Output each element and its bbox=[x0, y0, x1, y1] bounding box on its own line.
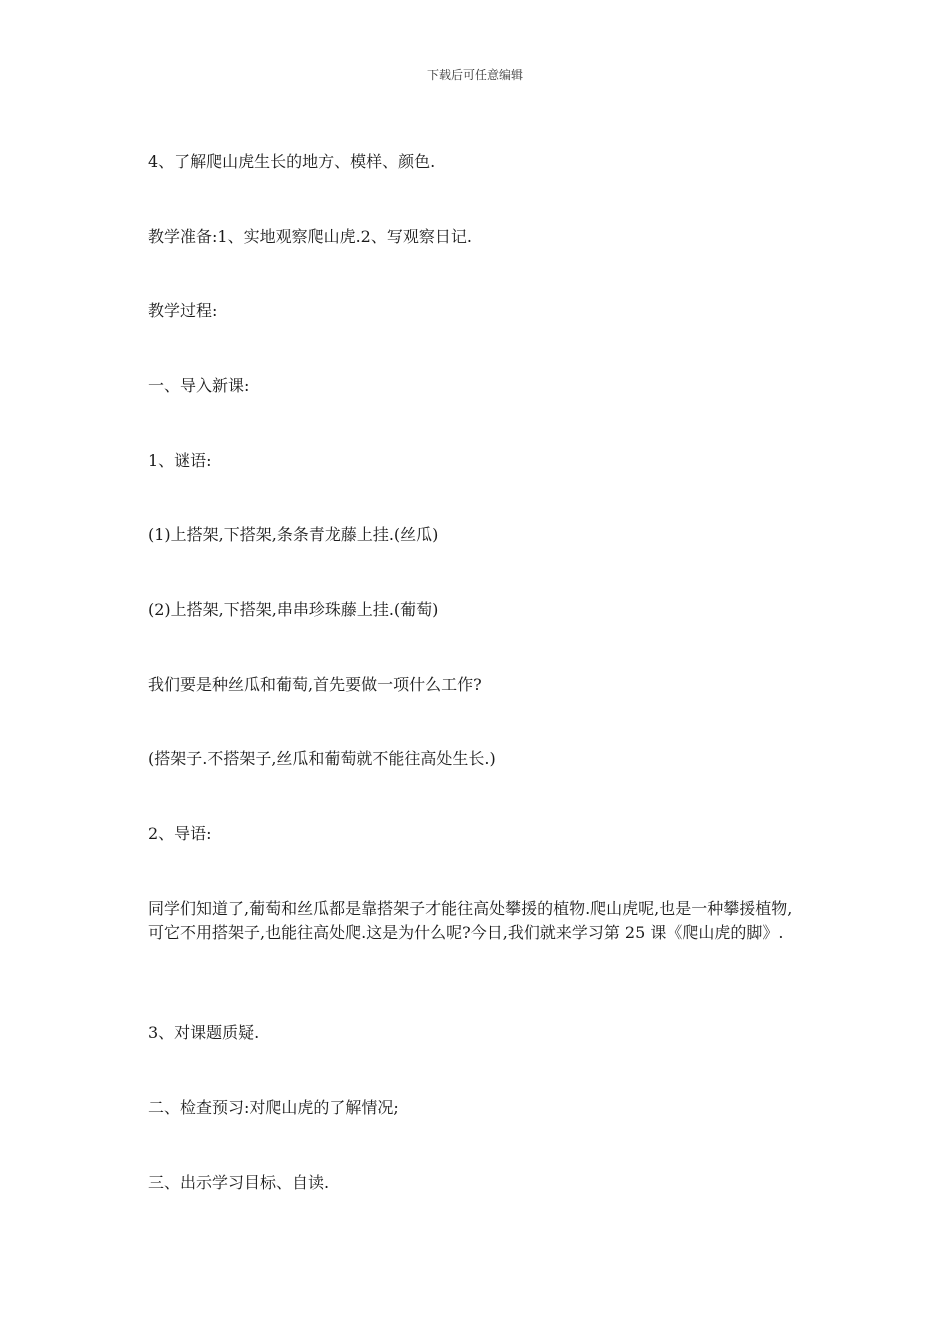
paragraph-intro-text: 同学们知道了,葡萄和丝瓜都是靠搭架子才能往高处攀援的植物.爬山虎呢,也是一种攀援植物,可它不用搭架子,也能往高处爬.这是为什么呢?今日,我们就来学习第 25 课《爬山虎的脚》. bbox=[148, 899, 793, 942]
paragraph-objective-4: 4、了解爬山虎生长的地方、模样、颜色. bbox=[148, 152, 436, 171]
paragraph-intro-heading: 2、导语: bbox=[148, 824, 212, 843]
paragraph-question: 我们要是种丝瓜和葡萄,首先要做一项什么工作? bbox=[148, 675, 482, 694]
paragraph-riddle-heading: 1、谜语: bbox=[148, 451, 212, 470]
paragraph-riddle-1: (1)上搭架,下搭架,条条青龙藤上挂.(丝瓜) bbox=[148, 525, 439, 544]
paragraph-answer: (搭架子.不搭架子,丝瓜和葡萄就不能往高处生长.) bbox=[148, 749, 496, 768]
paragraph-section-3: 三、出示学习目标、自读. bbox=[148, 1173, 330, 1192]
paragraph-preparation: 教学准备:1、实地观察爬山虎.2、写观察日记. bbox=[148, 227, 472, 246]
paragraph-riddle-2: (2)上搭架,下搭架,串串珍珠藤上挂.(葡萄) bbox=[148, 600, 439, 619]
header-note: 下载后可任意编辑 bbox=[426, 68, 523, 82]
paragraph-process-heading: 教学过程: bbox=[148, 301, 218, 320]
paragraph-title-question: 3、对课题质疑. bbox=[148, 1023, 260, 1042]
paragraph-section-2: 二、检查预习:对爬山虎的了解情况; bbox=[148, 1098, 399, 1117]
paragraph-section-1: 一、导入新课: bbox=[148, 376, 250, 395]
